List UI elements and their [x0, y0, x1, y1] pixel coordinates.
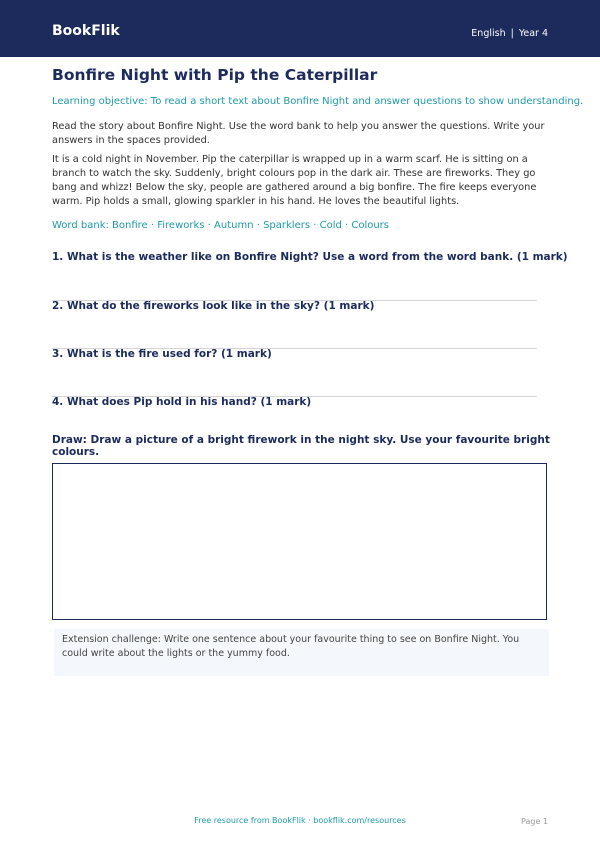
instructions-text: Read the story about Bonfire Night. Use the word bank to help you answer the questions. Write your answers in the spaces provided.: [52, 121, 545, 146]
page-number: Page 1: [521, 817, 548, 826]
header-separator: |: [510, 28, 514, 39]
page-title: Bonfire Night with Pip the Caterpillar: [52, 66, 378, 84]
question-1: 1. What is the weather like on Bonfire Night? Use a word from the word bank. (1 mark): [52, 251, 568, 263]
question-4: 4. What does Pip hold in his hand? (1 mark): [52, 396, 312, 408]
header-bar: [0, 0, 600, 57]
learning-objective: Learning objective: To read a short text about Bonfire Night and answer questions to show understanding.: [52, 96, 584, 107]
year-label: Year 4: [518, 28, 548, 39]
draw-prompt: Draw: Draw a picture of a bright firework in the night sky. Use your favourite bright colours.: [52, 434, 550, 458]
question-2: 2. What do the fireworks look like in the sky? (1 mark): [52, 300, 375, 312]
footer-credit: Free resource from BookFlik · bookflik.com/resources: [194, 816, 406, 825]
question-3: 3. What is the fire used for? (1 mark): [52, 348, 272, 360]
brand-logo: BookFlik: [52, 23, 120, 39]
story-text: It is a cold night in November. Pip the caterpillar is wrapped up in a warm scarf. He is sitting on a branch to watch the sky. Suddenly, bright colours pop in the dark air. These are fireworks. They go bang and whizz! Below the sky, people are gathered around a big bonfire. The fire keeps everyone warm. Pip holds a small, glowing sparkler in his hand. He loves the beautiful lights.: [52, 154, 537, 207]
word-bank: Word bank: Bonfire · Fireworks · Autumn · Sparklers · Cold · Colours: [52, 220, 390, 231]
subject-year-label: [471, 28, 548, 39]
subject-label: English: [471, 28, 506, 39]
drawing-box[interactable]: [52, 463, 547, 620]
extension-challenge: Extension challenge: Write one sentence about your favourite thing to see on Bonfire Night. You could write about the lights or the yummy food.: [52, 629, 549, 676]
